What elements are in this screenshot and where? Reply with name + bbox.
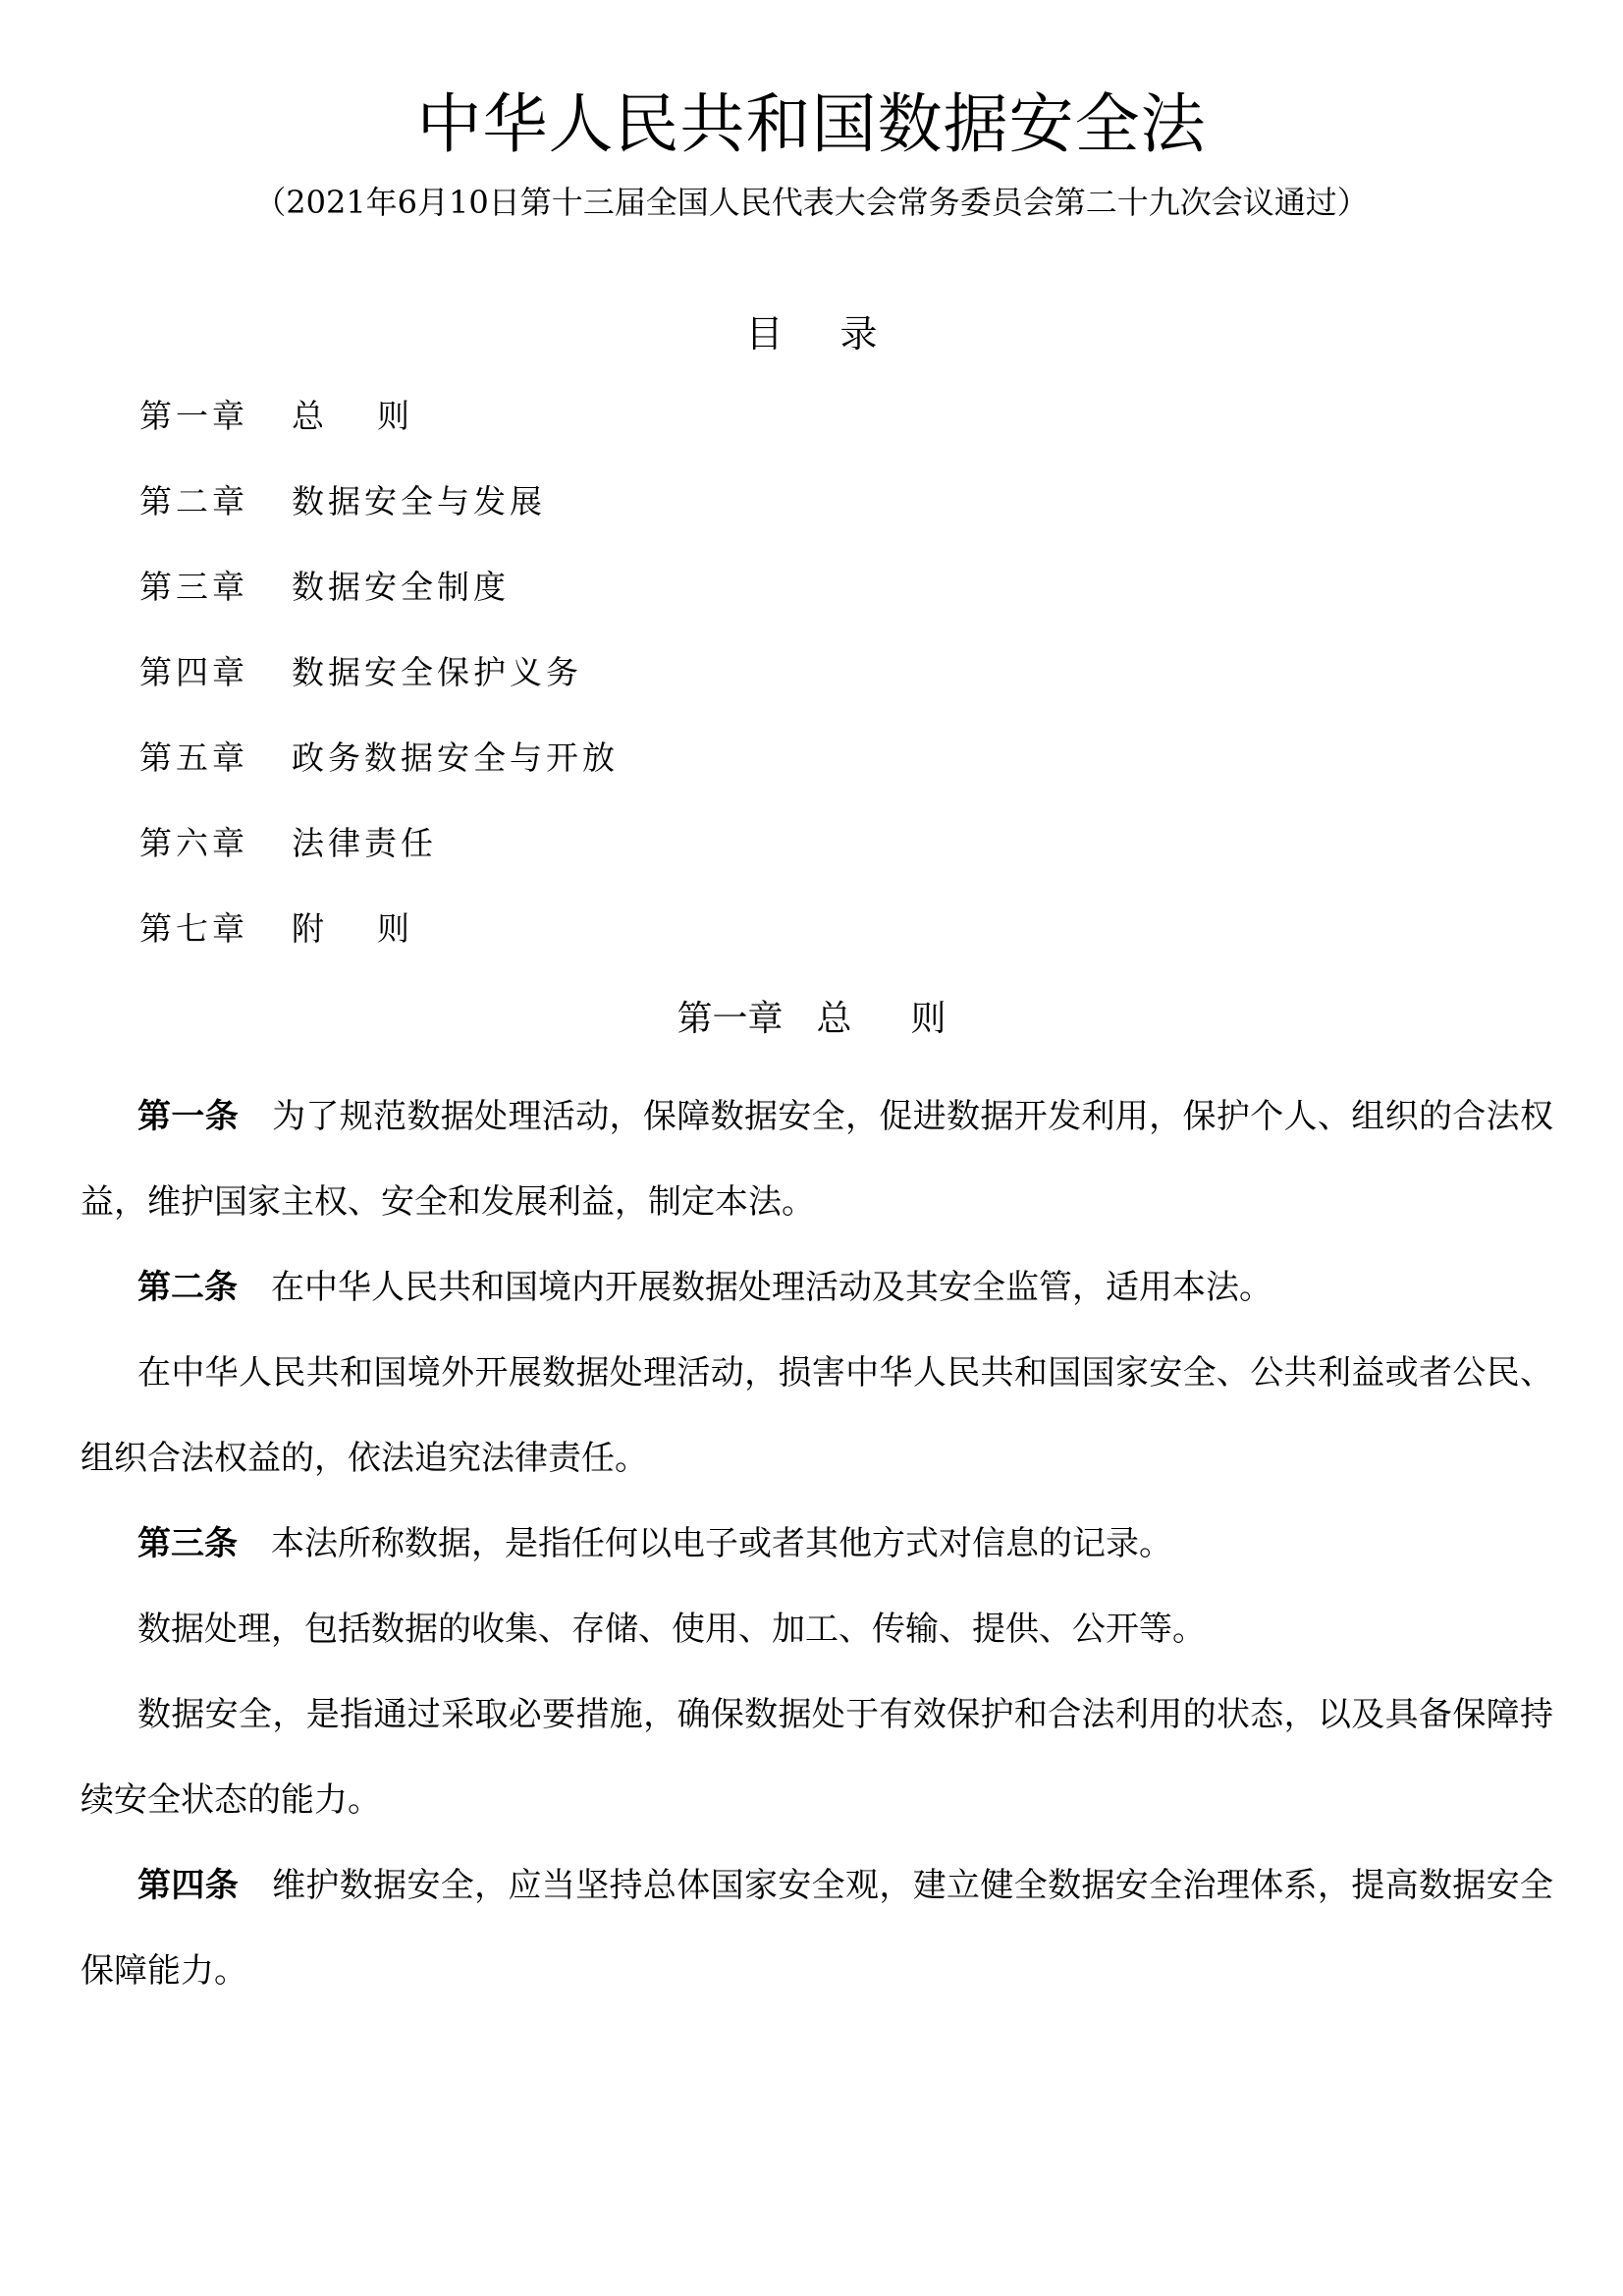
chapter-body [81,1074,1553,2014]
table-of-contents [139,391,1219,989]
toc-item-chapter-3 [139,562,1219,647]
article-text: 为了规范数据处理活动，保障数据安全，促进数据开发利用，保护个人、组织的合法权益，维护国家主权、安全和发展利益，制定本法。 [81,1097,1554,1222]
toc-chapter-name: 总则 [292,397,462,435]
article-paragraph [81,1245,1553,1331]
article-text: 本法所称数据，是指任何以电子或者其他方式对信息的记录。 [271,1524,1172,1563]
article-paragraph [81,1331,1553,1502]
chapter-number: 第一章 [676,999,784,1039]
article-text: 数据安全，是指通过采取必要措施，确保数据处于有效保护和合法利用的状态，以及具备保障持续安全状态的能力。 [81,1695,1553,1820]
toc-chapter-number: 第四章 [139,653,248,691]
toc-chapter-number: 第二章 [139,482,248,520]
toc-heading: 目录 [745,312,935,355]
document-subtitle: （2021年6月10日第十三届全国人民代表大会常务委员会第二十九次会议通过） [254,184,1369,221]
toc-item-chapter-1 [139,391,1219,476]
article-number: 第一条 [137,1097,240,1136]
article-number: 第四条 [137,1866,240,1905]
article-paragraph [81,1502,1553,1587]
article-paragraph [81,1587,1553,1672]
toc-item-chapter-7 [139,903,1219,989]
article-paragraph [81,1672,1553,1843]
toc-item-chapter-6 [139,818,1219,903]
toc-chapter-number: 第七章 [139,909,248,948]
toc-chapter-name: 政务数据安全与开放 [292,738,619,777]
article-paragraph [81,1843,1553,2014]
toc-item-chapter-5 [139,733,1219,818]
toc-chapter-name: 数据安全与发展 [292,482,546,520]
article-paragraph [81,1074,1553,1245]
chapter-heading [0,994,1623,1045]
chapter-name: 总则 [816,999,1005,1039]
document-title: 中华人民共和国数据安全法 [416,86,1207,162]
toc-chapter-name: 数据安全保护义务 [292,653,582,691]
toc-chapter-number: 第五章 [139,738,248,777]
toc-chapter-number: 第一章 [139,397,248,435]
toc-chapter-name: 法律责任 [292,824,437,862]
article-text: 在中华人民共和国境内开展数据处理活动及其安全监管，适用本法。 [271,1268,1272,1307]
article-number: 第三条 [137,1524,238,1563]
article-text: 在中华人民共和国境外开展数据处理活动，损害中华人民共和国国家安全、公共利益或者公民、组织合法权益的，依法追究法律责任。 [81,1353,1553,1478]
toc-chapter-number: 第三章 [139,568,248,606]
toc-item-chapter-2 [139,476,1219,562]
toc-chapter-number: 第六章 [139,824,248,862]
article-number: 第二条 [137,1268,238,1307]
toc-item-chapter-4 [139,647,1219,733]
article-text: 数据处理，包括数据的收集、存储、使用、加工、传输、提供、公开等。 [137,1610,1206,1649]
article-text: 维护数据安全，应当坚持总体国家安全观，建立健全数据安全治理体系，提高数据安全保障能力。 [81,1866,1554,1991]
toc-chapter-name: 附则 [292,909,462,948]
toc-chapter-name: 数据安全制度 [292,568,510,606]
